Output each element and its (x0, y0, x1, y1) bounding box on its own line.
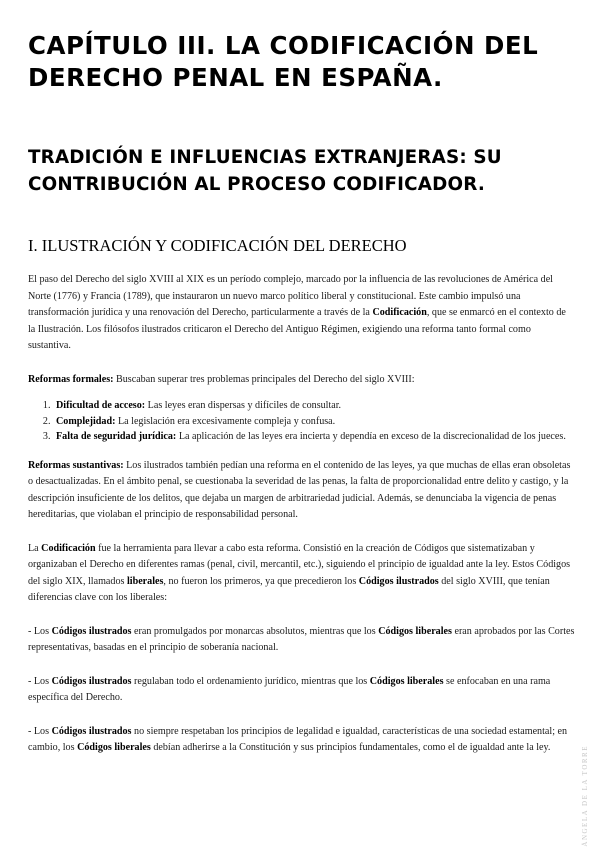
chapter-subtitle: TRADICIÓN E INFLUENCIAS EXTRANJERAS: SU CONTRIBUCIÓN AL PROCESO CODIFICADOR. (28, 147, 502, 195)
list-item-term: Complejidad: (56, 415, 116, 427)
reformas-sustantivas-label: Reformas sustantivas: (28, 459, 124, 471)
bold-codigos-liberales: Códigos liberales (378, 625, 452, 637)
bold-codigos-liberales: Códigos liberales (77, 742, 151, 753)
reformas-formales-paragraph (28, 372, 575, 389)
bold-liberales: liberales (126, 575, 164, 587)
diferencia-paragraph: - Los Códigos ilustrados eran promulgados por monarcas absolutos, mientras que los Códigos liberales eran aprobados por las Cortes representativas, basadas en el principio de soberanía nacional. (28, 625, 575, 653)
list-item-term: Falta de seguridad jurídica: (56, 431, 177, 442)
bold-codigos-ilustrados: Códigos ilustrados (51, 675, 132, 687)
document-body (28, 272, 575, 774)
intro-text: El paso del Derecho del siglo XVIII al XIX es un período complejo, marcado por la influencia de las revoluciones de América del Norte (1776) y Francia (1789), que instauraron un nuevo marco político liberal y constitucional. Este cambio impulsó una transformación jurídica y una renovación del Derecho, particularmente a través de la (28, 274, 553, 318)
diferencia-paragraph: - Los Códigos ilustrados regulaban todo el ordenamiento jurídico, mientras que los Códigos liberales se enfocaban en una rama específica del Derecho. (28, 675, 551, 703)
bold-codigos-ilustrados: Códigos ilustrados (358, 575, 439, 587)
diferencia-paragraph: - Los Códigos ilustrados no siempre respetaban los principios de legalidad e igualdad, características de una sociedad estamental; en cambio, los Códigos liberales debían adherirse a la Constitución y sus principios fundamentales, como el de igualdad ante la ley. (28, 725, 568, 753)
reformas-formales-list (28, 398, 575, 445)
intro-paragraph (28, 272, 575, 355)
reformas-sustantivas-text: Los ilustrados también pedían una reforma en el contenido de las leyes, ya que muchas de ellas eran obsoletas o desactualizadas. En el ámbito penal, se cuestionaba la severidad de las penas, la falta de proporcionalidad entre delito y castigo, y la descripción insuficiente de los delitos, que dejaba un margen de arbitrariedad judicial. Además, se denunciaba la vigencia de penas hereditarias, que violaban el principio de responsabilidad personal. (28, 459, 571, 520)
list-item (53, 414, 575, 430)
bold-codigos-ilustrados: Códigos ilustrados (51, 725, 132, 737)
list-item (53, 398, 575, 414)
bold-codigos-ilustrados: Códigos ilustrados (51, 625, 132, 637)
chapter-title: CAPÍTULO III. LA CODIFICACIÓN DEL DERECHO PENAL EN ESPAÑA. (28, 31, 539, 92)
author-watermark: ÁNGELA DE LA TORRE (581, 745, 589, 847)
reformas-formales-text: Buscaban superar tres problemas principales del Derecho del siglo XVIII: (113, 373, 415, 385)
list-item-text: La legislación era excesivamente compleja y confusa. (115, 415, 336, 427)
list-item-text: La aplicación de las leyes era incierta y dependía en exceso de la discrecionalidad de los jueces. (176, 431, 566, 442)
intro-bold-codificacion: Codificación (372, 307, 427, 318)
reformas-sustantivas-paragraph (28, 458, 575, 524)
list-item-text: Las leyes eran dispersas y difíciles de consultar. (145, 400, 342, 411)
bold-codificacion: Codificación (41, 542, 96, 554)
list-item (53, 429, 575, 445)
intro-text-cont: , que se enmarcó en el contexto de la Ilustración. Los filósofos ilustrados criticaron el Derecho del Antiguo Régimen, exigiendo una reforma tanto formal como sustantiva. (28, 307, 566, 351)
codificacion-paragraph: La Codificación fue la herramienta para llevar a cabo esta reforma. Consistió en la creación de Códigos que sistematizaban y organizaban el Derecho en diferentes ramas (penal, civil, mercantil, etc.), siguiendo el principio de igualdad ante la ley. Estos Códigos del siglo XIX, llamados liberales, no fueron los primeros, ya que precedieron los Códigos ilustrados del siglo XVIII, que tenían diferencias clave con los liberales: (28, 542, 571, 603)
reformas-formales-label: Reformas formales: (28, 373, 114, 385)
section-heading: I. ILUSTRACIÓN Y CODIFICACIÓN DEL DERECHO (28, 236, 407, 255)
list-item-term: Dificultad de acceso: (56, 400, 146, 411)
bold-codigos-liberales: Códigos liberales (369, 675, 444, 687)
